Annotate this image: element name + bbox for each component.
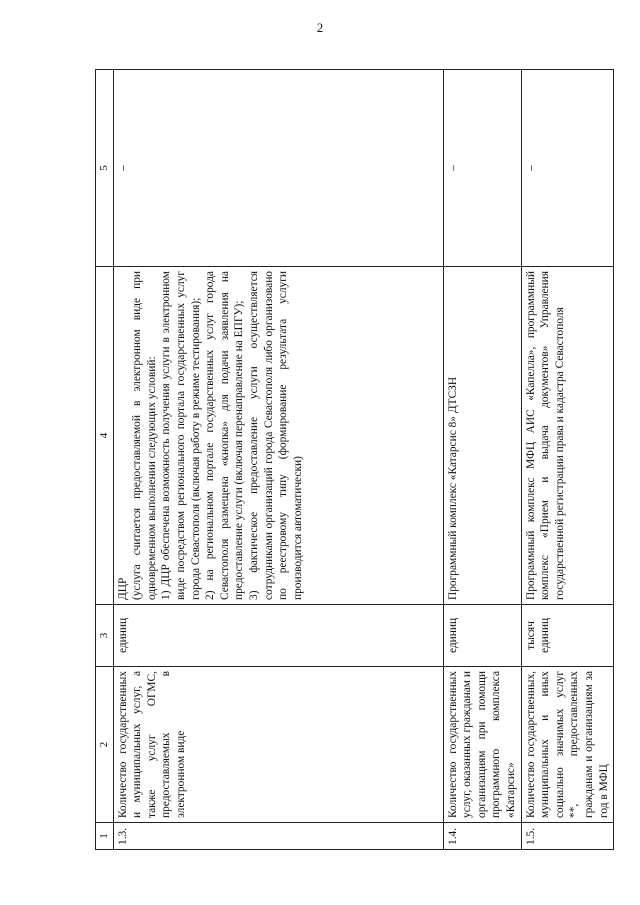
table-row [443, 70, 521, 850]
indicator-name: Количество государственных и муниципальных услуг, а также услуг ОГМС, предоставляемых в электронном виде [113, 667, 443, 823]
note-cell: – [113, 70, 443, 267]
source-text: Программный комплекс «Катарсис 8» ДТСЗН [443, 267, 521, 605]
header-cell: 4 [96, 267, 114, 605]
indicator-name: Количество государственных услуг, оказанных гражданам и организациям при помощи программного комплекса «Катарсис» [443, 667, 521, 823]
unit-cell: единиц [443, 605, 521, 667]
rotated-table-wrapper [95, 70, 610, 850]
header-cell: 5 [96, 70, 114, 267]
row-number: 1.3. [113, 823, 443, 850]
source-text: (услуга считается предоставляемой в электронном виде при одновременном выполнении следующих условий: 1) ДЦР обеспечена возможность получения услуги в электронном виде посредством регионального портала государственных услуг города Севастополя (включая работу в режиме тестирования); 2) на региональном портале государственных услуг города Севастополя размещена «кнопка» для подачи заявления на предоставление услуги (включая перенаправление на ЕПГУ); 3) фактическое предоставление услуги осуществляется сотрудниками организаций города Севастополя либо организовано по реестровому типу (формирование результата услуги производится автоматически) [131, 271, 304, 600]
source-cell [113, 267, 443, 605]
row-number: 1.5. [521, 823, 614, 850]
table-row [113, 70, 443, 850]
source-text: Программный комплекс МФЦ АИС «Капелла», программный комплекс «Прием и выдача документов» Управления государственной регистрации права и кадастра Севастополя [521, 267, 614, 605]
source-title: ДЦР [116, 577, 129, 600]
note-cell: – [443, 70, 521, 267]
note-cell: – [521, 70, 614, 267]
indicator-name: Количество государственных, муниципальных и иных социально значимых услуг **, предоставленных гражданам и организациям за год в МФЦ [521, 667, 614, 823]
page-number: 2 [316, 20, 324, 35]
table-row [521, 70, 614, 850]
unit-cell: тысяч единиц [521, 605, 614, 667]
header-cell: 2 [96, 667, 114, 823]
header-cell: 1 [96, 823, 114, 850]
indicators-table [95, 69, 614, 850]
header-row [96, 70, 114, 850]
unit-cell: единиц [113, 605, 443, 667]
header-cell: 3 [96, 605, 114, 667]
row-number: 1.4. [443, 823, 521, 850]
